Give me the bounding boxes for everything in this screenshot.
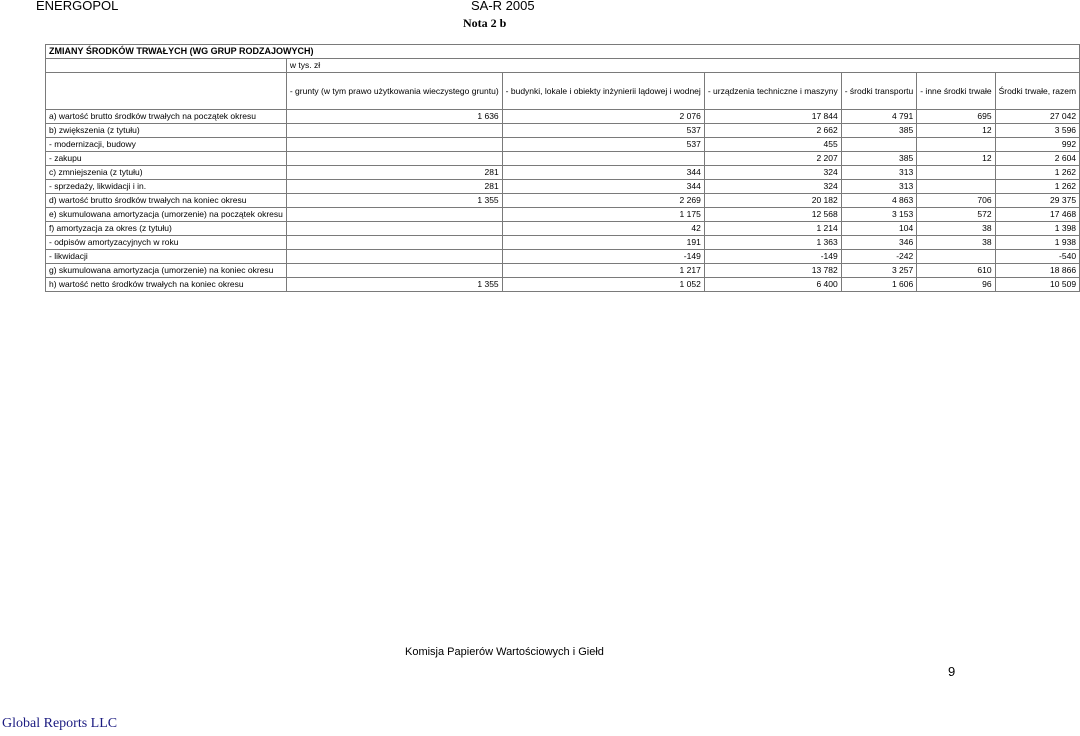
table-cell — [917, 138, 995, 152]
table-cell — [286, 138, 502, 152]
table-cell — [286, 152, 502, 166]
table-cell — [286, 236, 502, 250]
table-cell — [286, 250, 502, 264]
table-cell: 12 568 — [704, 208, 841, 222]
row-label: - modernizacji, budowy — [46, 138, 287, 152]
table-cell: 455 — [704, 138, 841, 152]
table-cell: 10 509 — [995, 278, 1079, 292]
table-row — [46, 124, 1080, 138]
table-cell: 324 — [704, 166, 841, 180]
table-cell: 17 468 — [995, 208, 1079, 222]
table-cell — [286, 264, 502, 278]
table-row — [46, 152, 1080, 166]
table-cell: 346 — [841, 236, 917, 250]
page-number: 9 — [948, 664, 956, 679]
table-cell: 1 938 — [995, 236, 1079, 250]
table-cell: 695 — [917, 110, 995, 124]
table-cell: 1 355 — [286, 278, 502, 292]
table-cell: 4 863 — [841, 194, 917, 208]
table-cell: 17 844 — [704, 110, 841, 124]
table-title: ZMIANY ŚRODKÓW TRWAŁYCH (WG GRUP RODZAJOWYCH) — [46, 45, 1080, 59]
table-row — [46, 250, 1080, 264]
table-row — [46, 166, 1080, 180]
column-header: Środki trwałe, razem — [995, 73, 1079, 110]
table-row — [46, 180, 1080, 194]
table-row — [46, 278, 1080, 292]
table-cell: -242 — [841, 250, 917, 264]
row-label: g) skumulowana amortyzacja (umorzenie) na koniec okresu — [46, 264, 287, 278]
table-cell — [841, 138, 917, 152]
row-label: h) wartość netto środków trwałych na koniec okresu — [46, 278, 287, 292]
column-header: - inne środki trwałe — [917, 73, 995, 110]
table-cell — [502, 152, 704, 166]
table-cell: 6 400 — [704, 278, 841, 292]
table-cell: 18 866 — [995, 264, 1079, 278]
report-code: SA-R 2005 — [471, 0, 535, 13]
footer-global-reports: Global Reports LLC — [2, 716, 118, 731]
table-cell: 537 — [502, 138, 704, 152]
table-cell: 3 257 — [841, 264, 917, 278]
row-label: - sprzedaży, likwidacji i in. — [46, 180, 287, 194]
column-header: - urządzenia techniczne i maszyny — [704, 73, 841, 110]
table-cell: 38 — [917, 236, 995, 250]
table-cell — [286, 222, 502, 236]
table-row — [46, 208, 1080, 222]
table-cell — [917, 166, 995, 180]
table-cell: 2 604 — [995, 152, 1079, 166]
row-label: b) zwiększenia (z tytułu) — [46, 124, 287, 138]
table-cell: 1 355 — [286, 194, 502, 208]
table-cell: 104 — [841, 222, 917, 236]
table-cell: 1 636 — [286, 110, 502, 124]
table-cell: 610 — [917, 264, 995, 278]
table-cell: 537 — [502, 124, 704, 138]
table-row — [46, 222, 1080, 236]
column-header: - budynki, lokale i obiekty inżynierii lądowej i wodnej — [502, 73, 704, 110]
unit-label: w tys. zł — [286, 59, 1079, 73]
table-cell: 2 207 — [704, 152, 841, 166]
table-cell: 1 052 — [502, 278, 704, 292]
table-cell: 1 262 — [995, 180, 1079, 194]
table-cell: 191 — [502, 236, 704, 250]
table-cell: 324 — [704, 180, 841, 194]
row-label: c) zmniejszenia (z tytułu) — [46, 166, 287, 180]
table-row — [46, 264, 1080, 278]
table-cell: -149 — [502, 250, 704, 264]
table-cell — [917, 250, 995, 264]
table-cell: 2 662 — [704, 124, 841, 138]
fixed-assets-table — [45, 44, 1080, 292]
table-cell — [286, 208, 502, 222]
table-row — [46, 194, 1080, 208]
row-label: f) amortyzacja za okres (z tytułu) — [46, 222, 287, 236]
table-cell: 572 — [917, 208, 995, 222]
table-cell: 344 — [502, 166, 704, 180]
table-cell: 313 — [841, 180, 917, 194]
table-cell: 1 214 — [704, 222, 841, 236]
row-label: e) skumulowana amortyzacja (umorzenie) na początek okresu — [46, 208, 287, 222]
table-cell: 12 — [917, 152, 995, 166]
table-cell — [917, 180, 995, 194]
table-cell: 20 182 — [704, 194, 841, 208]
table-cell: 281 — [286, 180, 502, 194]
row-label: a) wartość brutto środków trwałych na początek okresu — [46, 110, 287, 124]
table-cell: 42 — [502, 222, 704, 236]
table-cell: 1 363 — [704, 236, 841, 250]
table-cell: 1 175 — [502, 208, 704, 222]
table-cell: 29 375 — [995, 194, 1079, 208]
table-cell: 3 153 — [841, 208, 917, 222]
table-cell: 38 — [917, 222, 995, 236]
table-cell: 13 782 — [704, 264, 841, 278]
row-label: d) wartość brutto środków trwałych na koniec okresu — [46, 194, 287, 208]
company-name: ENERGOPOL — [36, 0, 119, 13]
table-cell — [286, 124, 502, 138]
column-header: - grunty (w tym prawo użytkowania wieczystego gruntu) — [286, 73, 502, 110]
table-cell: 1 398 — [995, 222, 1079, 236]
table-cell: 96 — [917, 278, 995, 292]
table-cell: -540 — [995, 250, 1079, 264]
table-cell: 1 217 — [502, 264, 704, 278]
table-cell: 992 — [995, 138, 1079, 152]
table-cell: 27 042 — [995, 110, 1079, 124]
table-cell: 385 — [841, 124, 917, 138]
table-row — [46, 110, 1080, 124]
table-cell: 12 — [917, 124, 995, 138]
table-cell: 2 269 — [502, 194, 704, 208]
row-label: - zakupu — [46, 152, 287, 166]
column-header: - środki transportu — [841, 73, 917, 110]
table-cell: 313 — [841, 166, 917, 180]
table-cell: 2 076 — [502, 110, 704, 124]
table-row — [46, 138, 1080, 152]
footer-komisja: Komisja Papierów Wartościowych i Giełd — [405, 646, 604, 658]
table-cell: 4 791 — [841, 110, 917, 124]
note-title: Nota 2 b — [463, 16, 507, 30]
table-cell: 3 596 — [995, 124, 1079, 138]
table-cell: 1 606 — [841, 278, 917, 292]
table-cell: 706 — [917, 194, 995, 208]
table-cell: 281 — [286, 166, 502, 180]
row-label: - odpisów amortyzacyjnych w roku — [46, 236, 287, 250]
row-label: - likwidacji — [46, 250, 287, 264]
table-row — [46, 236, 1080, 250]
table-cell: -149 — [704, 250, 841, 264]
table-cell: 385 — [841, 152, 917, 166]
table-cell: 344 — [502, 180, 704, 194]
table-cell: 1 262 — [995, 166, 1079, 180]
